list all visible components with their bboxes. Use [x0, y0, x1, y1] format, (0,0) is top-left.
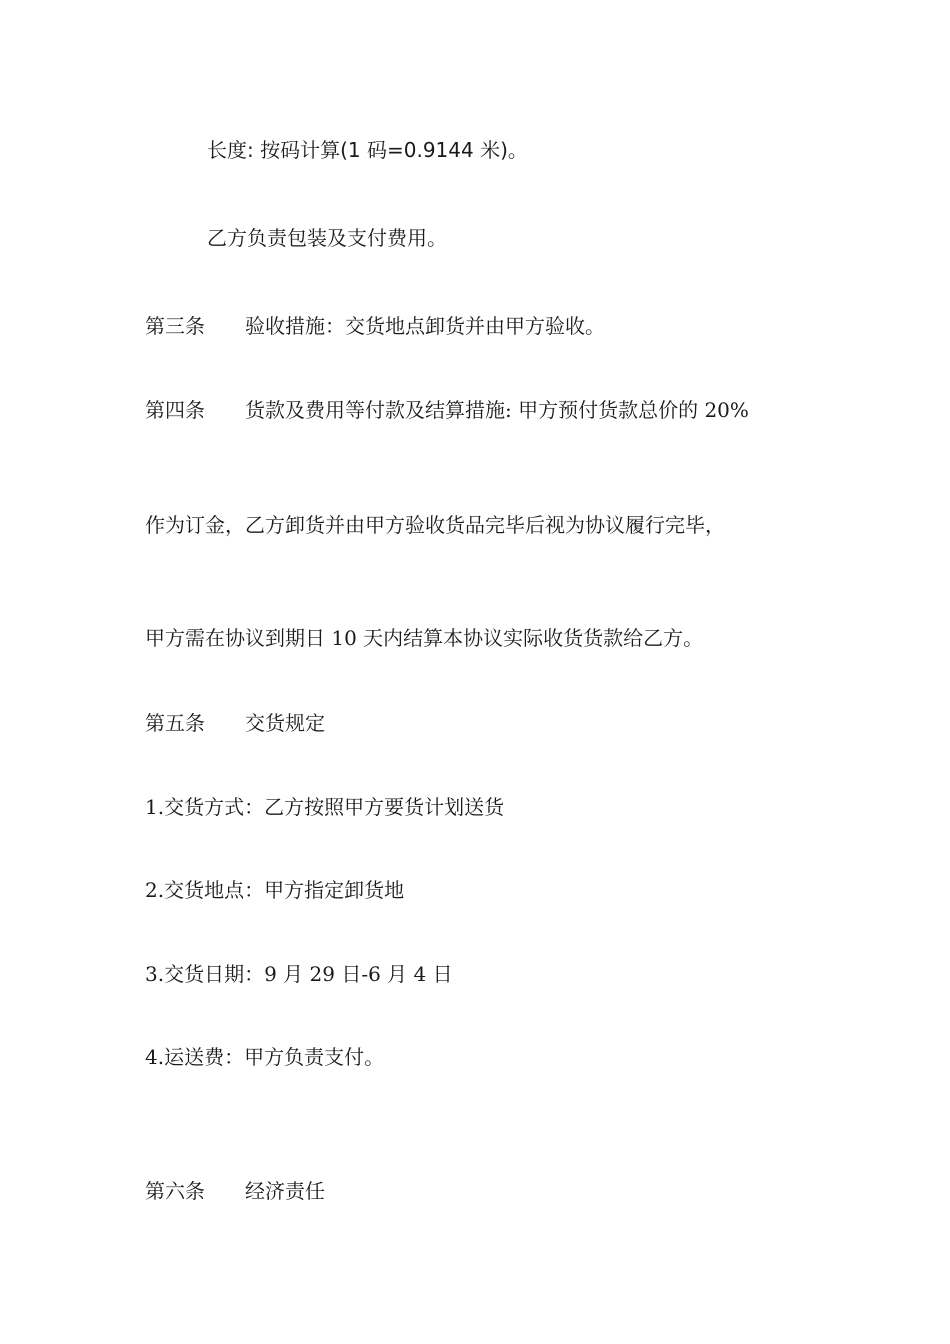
article-4-text: 货款及费用等付款及结算措施: 甲方预付货款总价的 20% [245, 398, 749, 422]
delivery-item-1: 1.交货方式：乙方按照甲方要货计划送货 [145, 795, 505, 819]
delivery-item-4: 4.运送费：甲方负责支付。 [145, 1045, 385, 1069]
article-5-title: 交货规定 [245, 711, 325, 735]
article-3-label: 第三条 [145, 314, 205, 338]
article-4 [145, 396, 749, 424]
article-4-label: 第四条 [145, 398, 205, 422]
delivery-item-3: 3.交货日期：9 月 29 日-6 月 4 日 [145, 962, 453, 986]
article-6-label: 第六条 [145, 1179, 205, 1203]
delivery-item-2: 2.交货地点：甲方指定卸货地 [145, 878, 405, 902]
article-5 [145, 709, 325, 737]
article-3 [145, 312, 605, 340]
article-4-continuation-1: 作为订金，乙方卸货并由甲方验收货品完毕后视为协议履行完毕， [145, 513, 725, 537]
article-3-text: 验收措施：交货地点卸货并由甲方验收。 [245, 314, 605, 338]
article-6 [145, 1177, 325, 1205]
article-5-label: 第五条 [145, 711, 205, 735]
article-4-continuation-2: 甲方需在协议到期日 10 天内结算本协议实际收货货款给乙方。 [145, 626, 704, 650]
packing-line: 乙方负责包装及支付费用。 [207, 226, 447, 250]
length-line: 长度: 按码计算(1 码=0.9144 米)。 [207, 138, 528, 162]
article-6-title: 经济责任 [245, 1179, 325, 1203]
